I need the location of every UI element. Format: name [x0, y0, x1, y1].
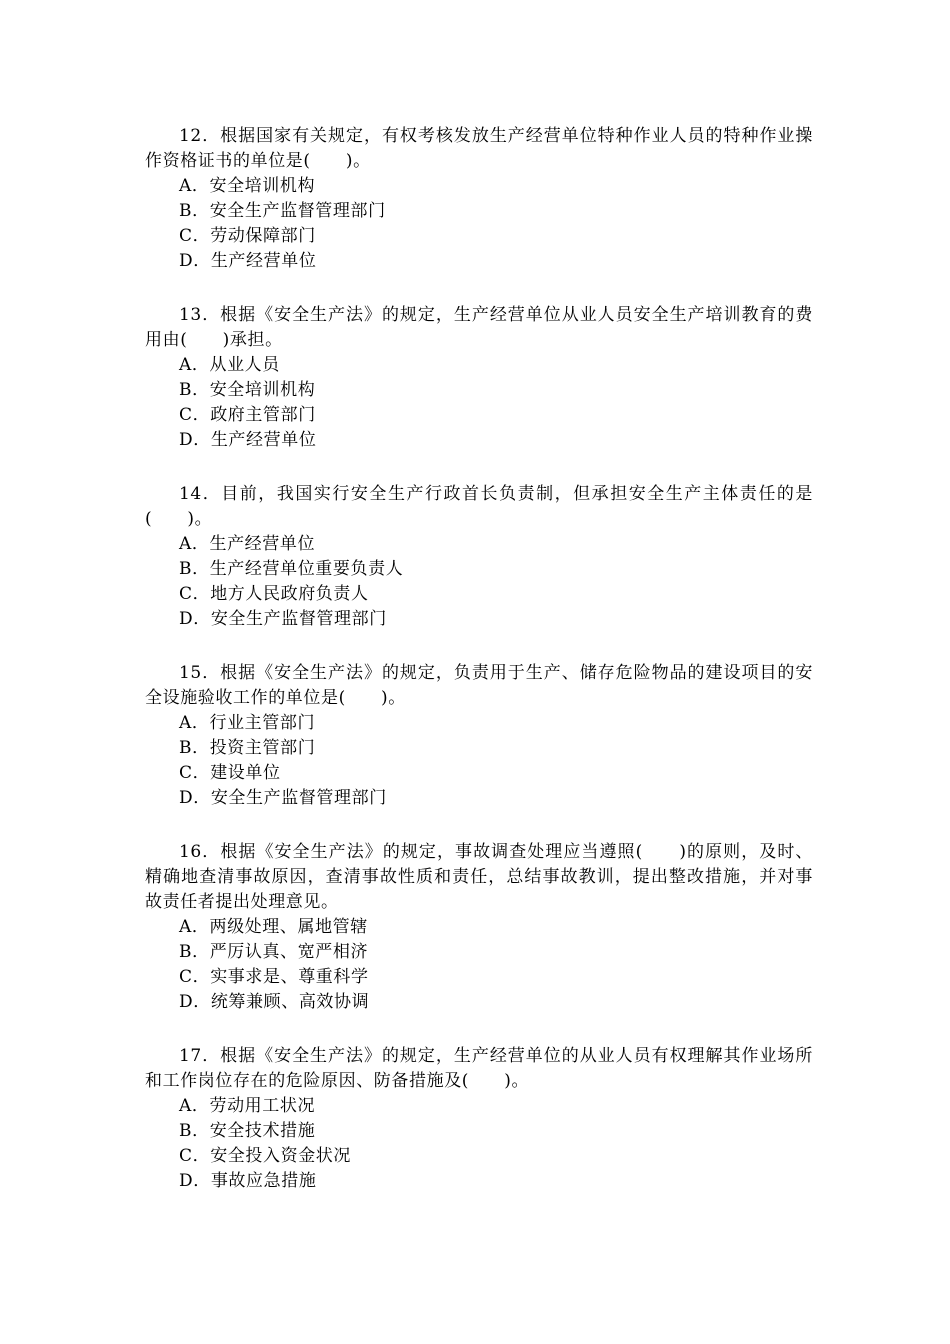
option-list — [145, 353, 813, 453]
option-b: B．严厉认真、宽严相济 — [179, 942, 369, 962]
option-d: D．生产经营单位 — [179, 251, 317, 271]
question-stem: 13．根据《安全生产法》的规定，生产经营单位从业人员安全生产培训教育的费用由( )承担。 — [145, 305, 813, 350]
option-b: B．投资主管部门 — [179, 738, 316, 758]
question-14 — [145, 482, 813, 632]
option-c: C．建设单位 — [179, 763, 281, 783]
question-15 — [145, 661, 813, 811]
option-a: A．生产经营单位 — [179, 534, 316, 554]
option-c: C．实事求是、尊重科学 — [179, 967, 369, 987]
option-b: B．生产经营单位重要负责人 — [179, 559, 404, 579]
option-c: C．政府主管部门 — [179, 405, 316, 425]
option-list — [145, 174, 813, 274]
option-list — [145, 532, 813, 632]
option-c: C．劳动保障部门 — [179, 226, 316, 246]
option-list — [145, 711, 813, 811]
option-b: B．安全培训机构 — [179, 380, 316, 400]
option-a: A．两级处理、属地管辖 — [179, 917, 368, 937]
option-a: A．劳动用工状况 — [179, 1096, 316, 1116]
option-b: B．安全技术措施 — [179, 1121, 316, 1141]
option-c: C．安全投入资金状况 — [179, 1146, 352, 1166]
option-d: D．安全生产监督管理部门 — [179, 609, 387, 629]
option-d: D．安全生产监督管理部门 — [179, 788, 387, 808]
option-a: A．行业主管部门 — [179, 713, 316, 733]
option-list — [145, 915, 813, 1015]
option-list — [145, 1094, 813, 1194]
question-17 — [145, 1044, 813, 1194]
question-16 — [145, 840, 813, 1015]
question-stem: 14．目前，我国实行安全生产行政首长负责制，但承担安全生产主体责任的是( )。 — [145, 484, 813, 529]
option-c: C．地方人民政府负责人 — [179, 584, 369, 604]
option-d: D．生产经营单位 — [179, 430, 317, 450]
option-a: A．从业人员 — [179, 355, 280, 375]
question-stem: 17．根据《安全生产法》的规定，生产经营单位的从业人员有权理解其作业场所和工作岗位存在的危险原因、防备措施及( )。 — [145, 1046, 813, 1091]
question-12 — [145, 124, 813, 274]
option-d: D．统筹兼顾、高效协调 — [179, 992, 370, 1012]
document-page — [145, 124, 813, 1223]
option-b: B．安全生产监督管理部门 — [179, 201, 386, 221]
question-stem: 16．根据《安全生产法》的规定，事故调查处理应当遵照( )的原则，及时、精确地查清事故原因，查清事故性质和责任，总结事故教训，提出整改措施，并对事故责任者提出处理意见。 — [145, 842, 813, 912]
question-13 — [145, 303, 813, 453]
question-stem: 12．根据国家有关规定，有权考核发放生产经营单位特种作业人员的特种作业操作资格证书的单位是( )。 — [145, 126, 813, 171]
option-a: A．安全培训机构 — [179, 176, 316, 196]
question-stem: 15．根据《安全生产法》的规定，负责用于生产、储存危险物品的建设项目的安全设施验收工作的单位是( )。 — [145, 663, 813, 708]
option-d: D．事故应急措施 — [179, 1171, 317, 1191]
